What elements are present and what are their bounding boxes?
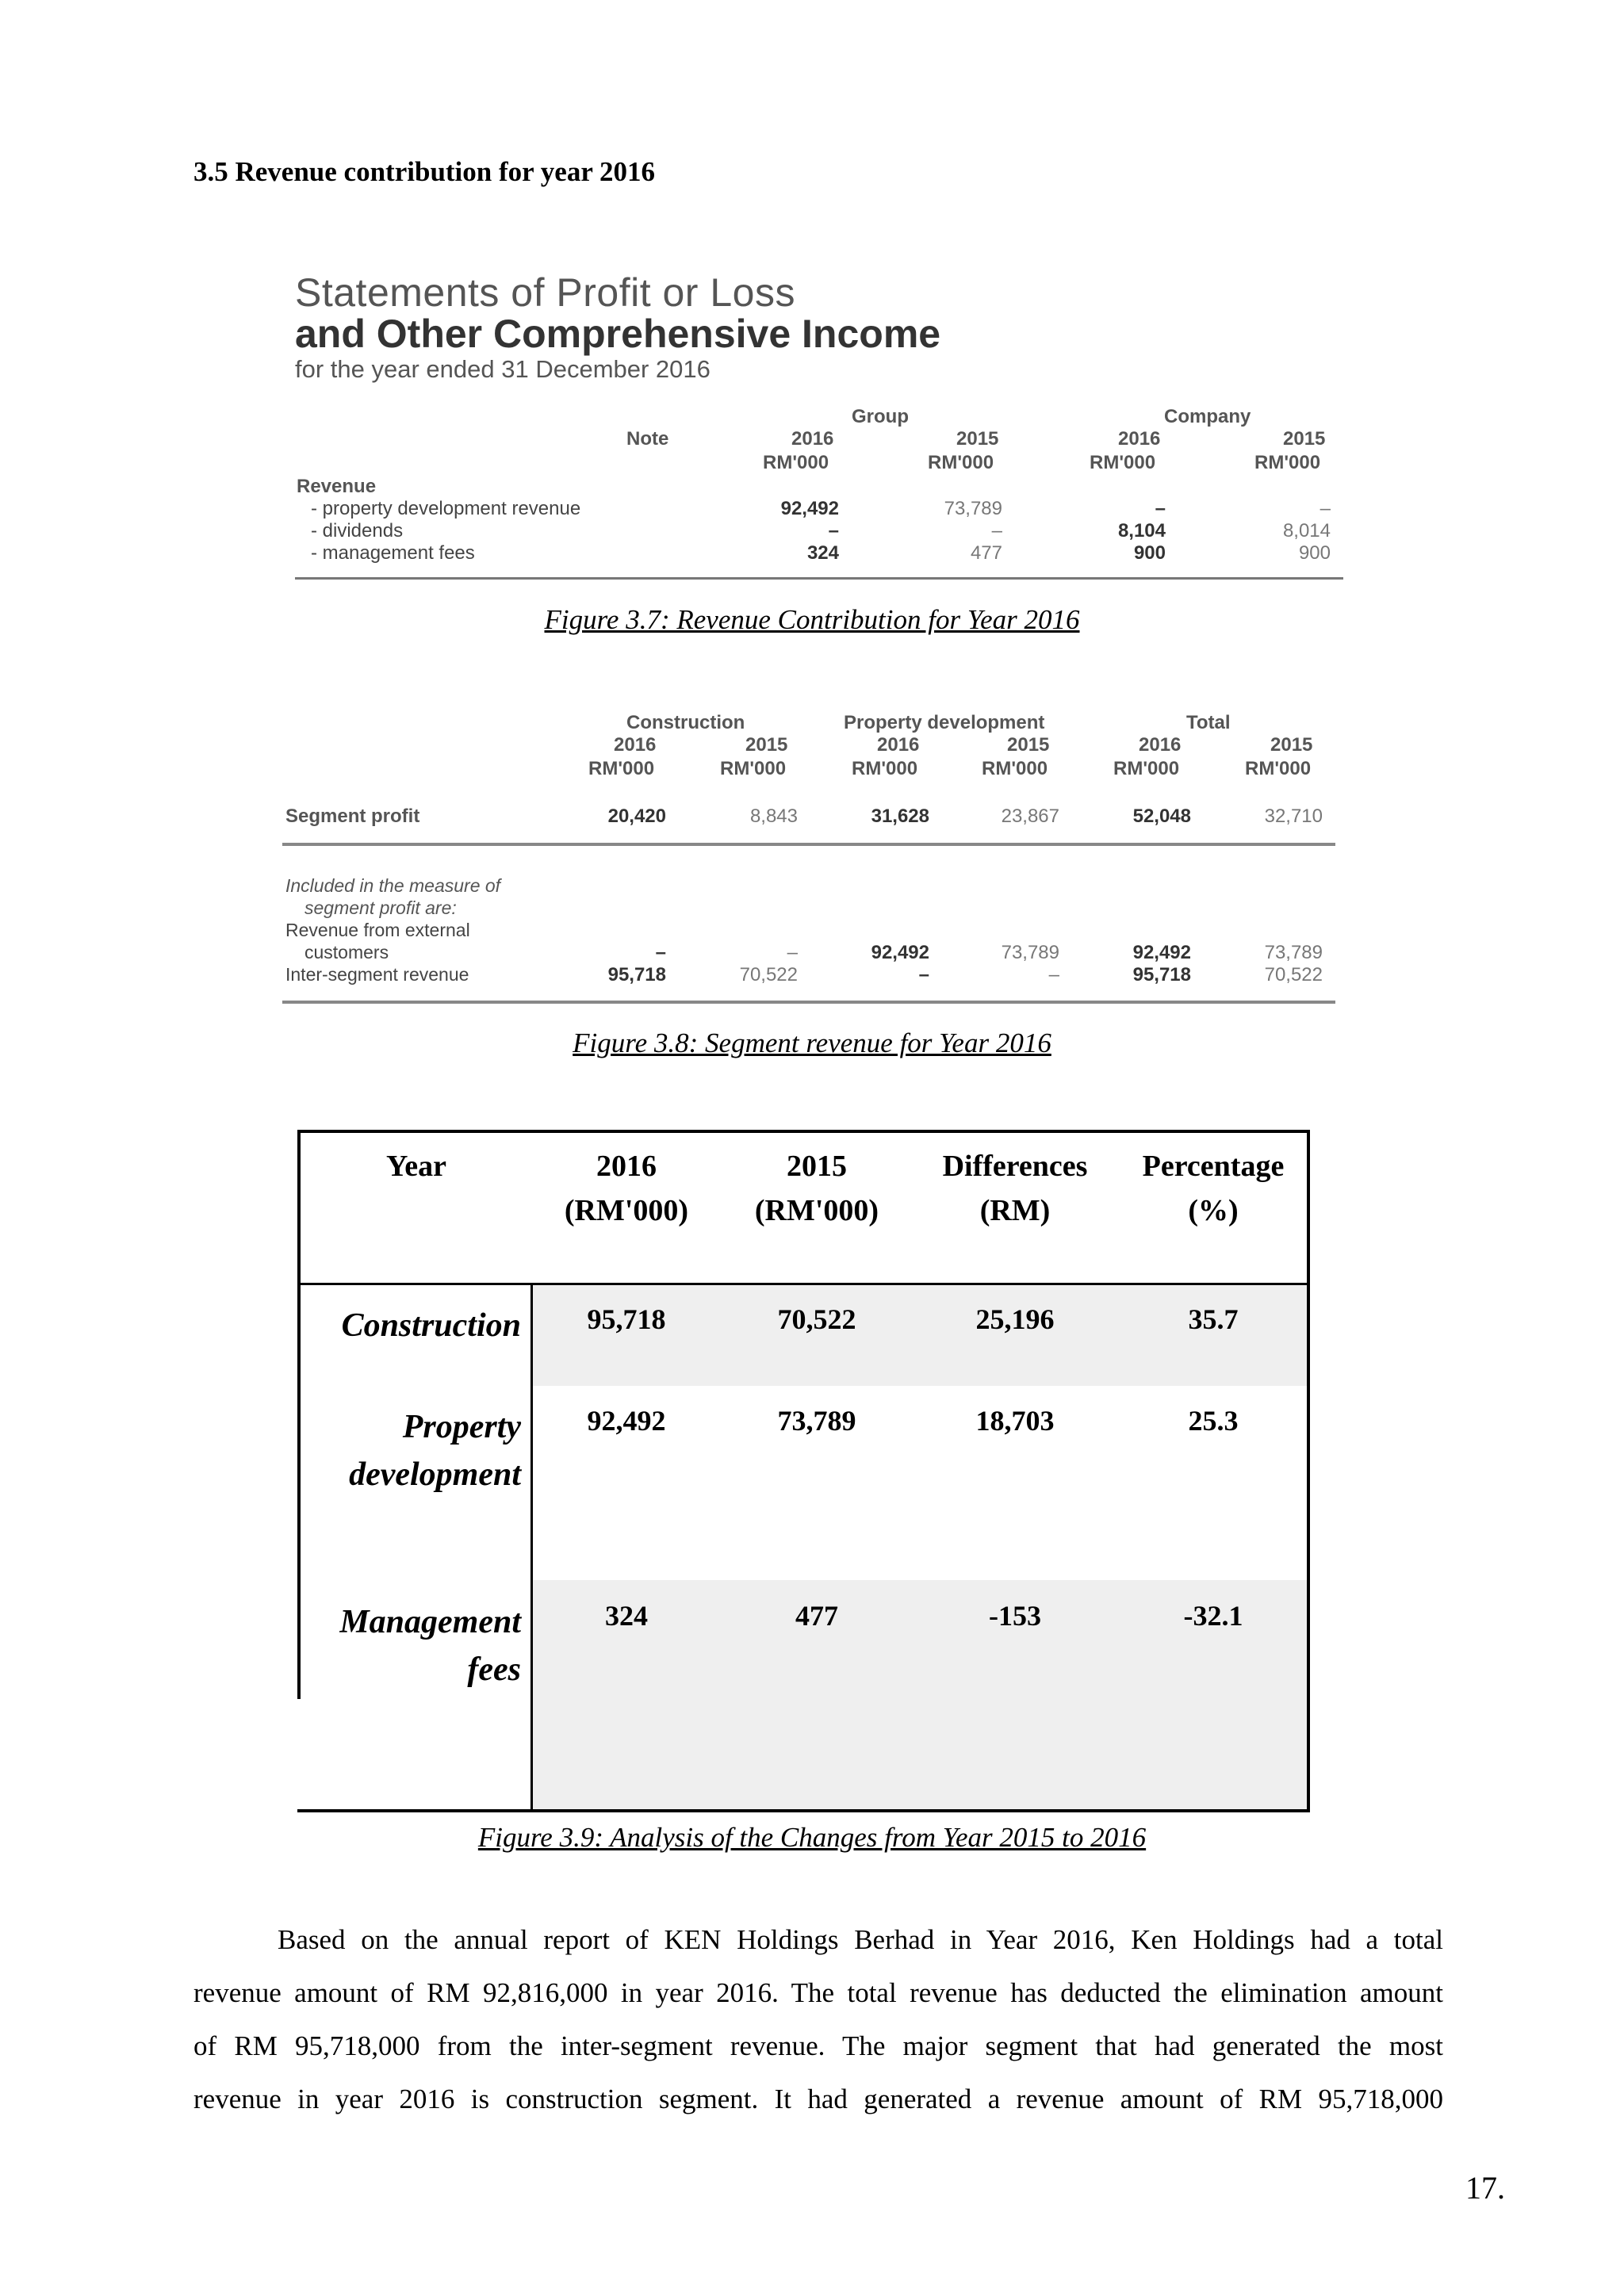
year-header: 2015 — [1007, 734, 1050, 756]
year-header: 2015 — [1270, 734, 1313, 756]
header-differences — [912, 1144, 1118, 1233]
value-cell: – — [828, 520, 839, 541]
note-text: segment profit are: — [304, 897, 457, 918]
header-line: 2016 — [596, 1150, 657, 1183]
value-cell: 8,843 — [749, 806, 798, 827]
value-cell: 23,867 — [1001, 806, 1059, 827]
value-cell: 95,718 — [1132, 964, 1191, 985]
row-label-line: Construction — [341, 1307, 521, 1344]
row-label: Inter-segment revenue — [285, 964, 469, 985]
segment-profit-label: Segment profit — [285, 806, 420, 827]
value-cell: 25,196 — [975, 1303, 1055, 1335]
year-header: 2016 — [1139, 734, 1182, 756]
unit-header: RM'000 — [982, 758, 1048, 779]
group-2015-header: 2015 — [956, 428, 999, 450]
value-cell: 73,789 — [1264, 942, 1323, 963]
value-cell: 8,014 — [1282, 520, 1331, 541]
company-2016-header: 2016 — [1118, 428, 1161, 450]
statement-subtitle: for the year ended 31 December 2016 — [295, 355, 710, 383]
paragraph-line: revenue amount of RM 92,816,000 in year 2016. The total revenue has deducted the elimination amount — [193, 1977, 1443, 2008]
value-cell: 324 — [605, 1600, 648, 1632]
table-column-separator — [530, 1283, 533, 1812]
figure-3-8-caption: Figure 3.8: Segment revenue for Year 2016 — [573, 1027, 1051, 1058]
value-cell: – — [1320, 498, 1331, 519]
statement-title-line2: and Other Comprehensive Income — [295, 312, 941, 356]
header-line: (RM) — [979, 1194, 1051, 1227]
value-cell: – — [787, 942, 798, 963]
value-cell: 70,522 — [1264, 964, 1323, 985]
value-cell: 95,718 — [587, 1303, 666, 1335]
value-cell: – — [1048, 964, 1059, 985]
unit-header: RM'000 — [588, 758, 655, 779]
value-cell: 25.3 — [1188, 1405, 1239, 1437]
row-label-construction — [305, 1302, 521, 1349]
row-label-line: development — [349, 1456, 521, 1493]
value-cell: – — [1155, 498, 1166, 519]
section-heading: 3.5 Revenue contribution for year 2016 — [193, 156, 655, 187]
value-cell: 73,789 — [944, 498, 1002, 519]
unit-header: RM'000 — [1113, 758, 1180, 779]
row-label-line: Management — [339, 1604, 521, 1640]
header-line: Differences — [942, 1150, 1088, 1183]
note-header: Note — [626, 428, 669, 450]
value-cell: 73,789 — [1001, 942, 1059, 963]
unit-header: RM'000 — [763, 452, 829, 473]
value-cell: 324 — [806, 542, 839, 564]
row-label-management-fees — [305, 1598, 521, 1693]
value-cell: 31,628 — [871, 806, 929, 827]
table-rule — [282, 843, 1335, 846]
value-cell: 92,492 — [587, 1405, 666, 1437]
value-cell: 900 — [1133, 542, 1166, 564]
table-header-separator — [297, 1283, 1310, 1285]
header-2015 — [722, 1144, 912, 1233]
value-cell: 477 — [795, 1600, 838, 1632]
header-line: Percentage — [1142, 1150, 1285, 1183]
value-cell: -32.1 — [1183, 1600, 1243, 1632]
table-border — [297, 1130, 1310, 1133]
table-border — [297, 1130, 301, 1699]
group-header: Group — [852, 406, 909, 427]
header-year — [313, 1144, 519, 1188]
value-cell: 52,048 — [1132, 806, 1191, 827]
row-label: Revenue from external — [285, 920, 470, 940]
value-cell: 32,710 — [1264, 806, 1323, 827]
unit-header: RM'000 — [1254, 452, 1321, 473]
revenue-label: Revenue — [297, 476, 377, 497]
company-header: Company — [1164, 406, 1251, 427]
value-cell: 92,492 — [871, 942, 929, 963]
header-line: 2015 — [787, 1150, 847, 1183]
header-2016 — [531, 1144, 722, 1233]
row-label: customers — [304, 942, 389, 962]
unit-header: RM'000 — [852, 758, 918, 779]
value-cell: 900 — [1298, 542, 1331, 564]
figure-3-9-caption: Figure 3.9: Analysis of the Changes from Year 2015 to 2016 — [477, 1822, 1147, 1853]
value-cell: 20,420 — [607, 806, 666, 827]
property-development-header: Property development — [844, 712, 1045, 733]
row-label: - dividends — [311, 520, 404, 541]
value-cell: 477 — [970, 542, 1002, 564]
value-cell: 18,703 — [975, 1405, 1055, 1437]
row-label-line: Property — [402, 1409, 521, 1445]
value-cell: 35.7 — [1188, 1303, 1239, 1335]
table-rule — [282, 1001, 1335, 1004]
value-cell: 92,492 — [1132, 942, 1191, 963]
value-cell: 70,522 — [777, 1303, 856, 1335]
company-2015-header: 2015 — [1283, 428, 1326, 450]
body-paragraph — [193, 1913, 1443, 2126]
value-cell: 95,718 — [607, 964, 666, 985]
row-label: - property development revenue — [311, 498, 581, 519]
table-rule — [295, 577, 1343, 580]
value-cell: 92,492 — [780, 498, 839, 519]
construction-header: Construction — [626, 712, 745, 733]
row-label-property-development — [305, 1403, 521, 1498]
note-text: Included in the measure of — [285, 875, 501, 896]
year-header: 2016 — [614, 734, 657, 756]
value-cell: 70,522 — [739, 964, 798, 985]
value-cell: 73,789 — [777, 1405, 856, 1437]
group-2016-header: 2016 — [791, 428, 834, 450]
unit-header: RM'000 — [720, 758, 787, 779]
value-cell: 8,104 — [1117, 520, 1166, 541]
header-line: (%) — [1188, 1194, 1239, 1227]
header-line: (RM'000) — [754, 1194, 879, 1227]
page-number: 17. — [1465, 2170, 1505, 2206]
paragraph-line: revenue in year 2016 is construction segment. It had generated a revenue amount of RM 95,718,000 — [193, 2084, 1443, 2114]
value-cell: – — [918, 964, 929, 985]
row-label-line: fees — [467, 1651, 521, 1688]
year-header: 2015 — [745, 734, 788, 756]
value-cell: – — [991, 520, 1002, 541]
row-label: - management fees — [311, 542, 475, 564]
table-border — [297, 1809, 1310, 1812]
value-cell: – — [655, 942, 666, 963]
paragraph-line: Based on the annual report of KEN Holdings Berhad in Year 2016, Ken Holdings had a total — [278, 1924, 1443, 1955]
statement-title-line1: Statements of Profit or Loss — [295, 270, 795, 315]
unit-header: RM'000 — [1090, 452, 1156, 473]
paragraph-line: of RM 95,718,000 from the inter-segment revenue. The major segment that had generated the most — [193, 2030, 1443, 2061]
header-line: Year — [386, 1150, 446, 1183]
total-header: Total — [1186, 712, 1231, 733]
value-cell: -153 — [989, 1600, 1041, 1632]
unit-header: RM'000 — [1245, 758, 1312, 779]
header-percentage — [1110, 1144, 1316, 1233]
year-header: 2016 — [877, 734, 920, 756]
unit-header: RM'000 — [928, 452, 994, 473]
header-line: (RM'000) — [564, 1194, 689, 1227]
figure-3-7-caption: Figure 3.7: Revenue Contribution for Year 2016 — [544, 604, 1080, 635]
